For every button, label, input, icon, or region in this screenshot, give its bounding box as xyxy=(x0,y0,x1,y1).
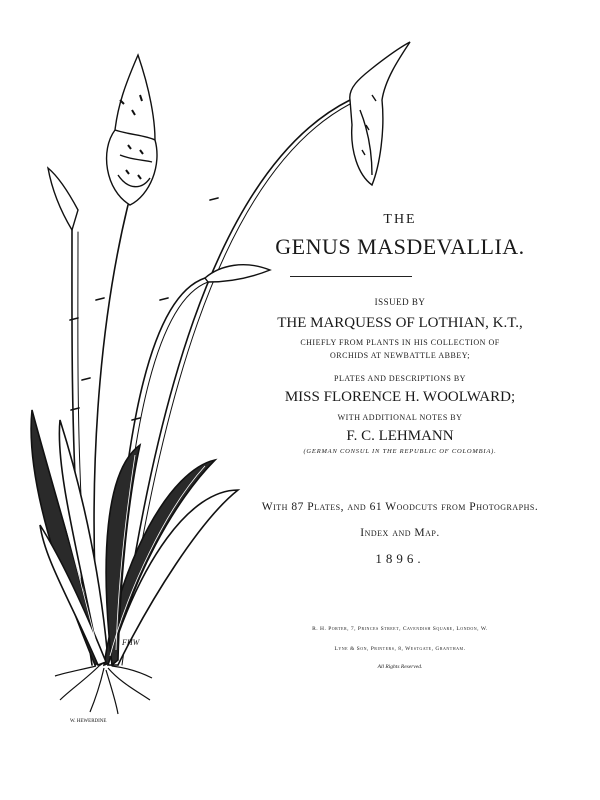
plates-by: PLATES AND DESCRIPTIONS BY xyxy=(334,374,466,383)
rights-reserved: All Rights Reserved. xyxy=(377,664,423,670)
imprint-publisher: R. H. Porter, 7, Princes Street, Cavendish Square, London, W. xyxy=(312,626,488,632)
contents-note: With 87 Plates, and 61 Woodcuts from Photographs. xyxy=(261,501,539,513)
title-line1: THE xyxy=(383,212,417,227)
orchid-flower xyxy=(350,42,410,185)
illustrator: MISS FLORENCE H. WOOLWARD; xyxy=(284,389,516,405)
imprint-printer: Lyne & Son, Printers, 8, Westgate, Grantham. xyxy=(334,646,466,652)
orchid-flower xyxy=(107,55,157,205)
notes-by: WITH ADDITIONAL NOTES BY xyxy=(337,413,463,422)
engraver-signature: W. HEWERDINE xyxy=(70,719,107,724)
page-title: GENUS MASDEVALLIA. xyxy=(275,234,525,259)
orchid-roots xyxy=(55,665,152,714)
publication-year: 1896. xyxy=(375,551,425,566)
contributor-role: (GERMAN CONSUL IN THE REPUBLIC OF COLOMBIA). xyxy=(303,448,497,455)
monogram: FHW xyxy=(122,638,140,647)
orchid-bud xyxy=(48,168,78,230)
author: THE MARQUESS OF LOTHIAN, K.T., xyxy=(277,315,523,331)
issued-by: ISSUED BY xyxy=(374,297,426,307)
index-note: Index and Map. xyxy=(360,527,440,539)
title-rule xyxy=(290,276,412,277)
contributor: F. C. LEHMANN xyxy=(346,428,454,444)
source-line2: ORCHIDS AT NEWBATTLE ABBEY; xyxy=(330,351,470,360)
source-line1: CHIEFLY FROM PLANTS IN HIS COLLECTION OF xyxy=(300,338,500,347)
